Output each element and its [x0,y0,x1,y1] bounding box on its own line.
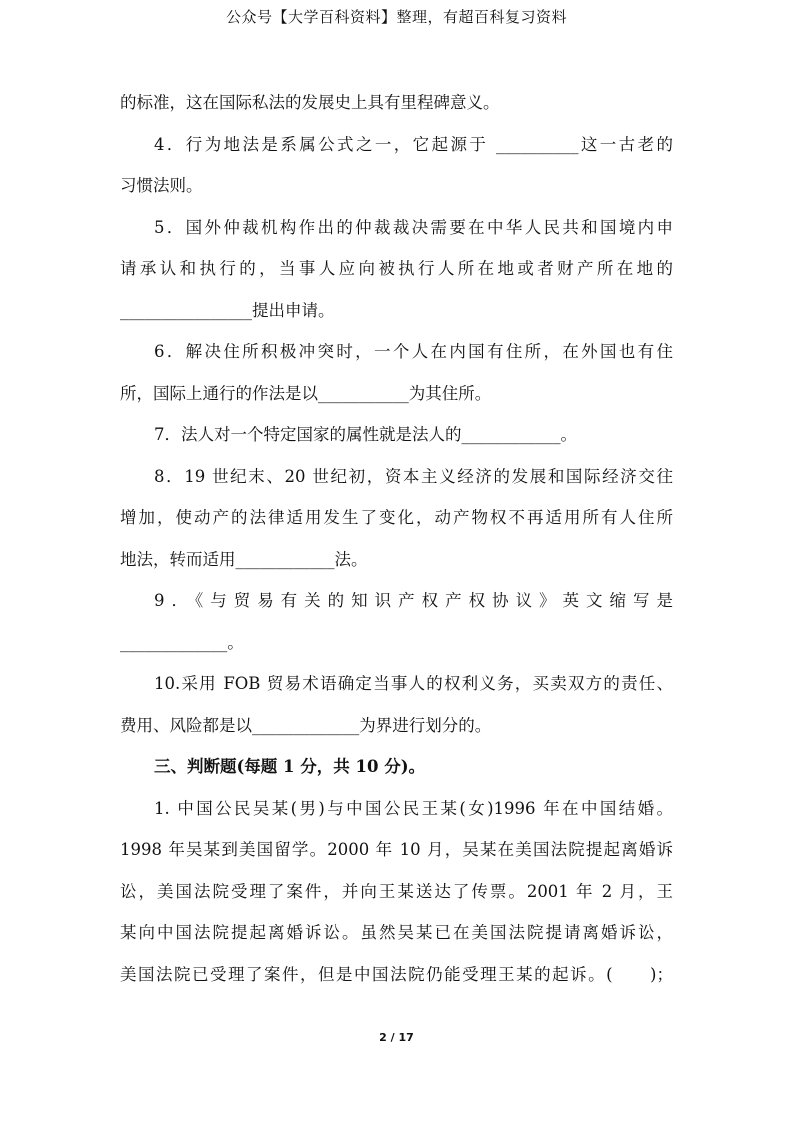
document-body [120,82,673,995]
text-line: 地法，转而适用____________法。 [120,549,368,569]
question-8: 8．19 世纪末、20 世纪初，资本主义经济的发展和国际经济交往 [154,466,673,486]
text-line: ________________提出申请。 [120,300,335,320]
text-line: 请承认和执行的，当事人应向被执行人所在地或者财产所在地的 [120,259,673,278]
question-9: 9．《与贸易有关的知识产权产权协议》英文缩写是 [154,591,673,610]
text-line: 增加，使动产的法律适用发生了变化，动产物权不再适用所有人住所 [120,508,673,527]
question-10: 10.采用 FOB 贸易术语确定当事人的权利义务，买卖双方的责任、 [154,674,673,693]
text-line: 的标准，这在国际私法的发展史上具有里程碑意义。 [120,93,500,112]
text-line: 费用、风险都是以_____________为界进行划分的。 [120,715,492,735]
text-line: 所，国际上通行的作法是以___________为其住所。 [120,383,492,403]
text-line: 习惯法则。 [120,176,203,195]
text-line: _____________。 [120,632,244,652]
question-5: 5．国外仲裁机构作出的仲裁裁决需要在中华人民共和国境内申 [154,217,673,237]
section-heading: 三、判断题(每题 1 分，共 10 分)。 [154,757,426,776]
text-line: 美国法院已受理了案件，但是中国法院仍能受理王某的起诉。( )； [120,964,673,984]
question-4: 4．行为地法是系属公式之一，它起源于 __________这一古老的 [154,134,673,154]
page-number: 2 / 17 [379,1031,414,1044]
judgment-question-1: 1. 中国公民吴某(男)与中国公民王某(女)1996 年在中国结婚。 [154,798,673,818]
text-line: 讼，美国法院受理了案件，并向王某送达了传票。2001 年 2 月，王 [120,881,673,901]
text-line: 某向中国法院提起离婚诉讼。虽然吴某已在美国法院提请离婚诉讼， [120,923,673,942]
question-6: 6．解决住所积极冲突时，一个人在内国有住所，在外国也有住 [154,342,673,361]
page-header: 公众号【大学百科资料】整理，有超百科复习资料 [225,8,567,26]
question-7: 7．法人对一个特定国家的属性就是法人的____________。 [154,425,577,444]
text-line: 1998 年吴某到美国留学。2000 年 10 月，吴某在美国法院提起离婚诉 [120,840,673,859]
